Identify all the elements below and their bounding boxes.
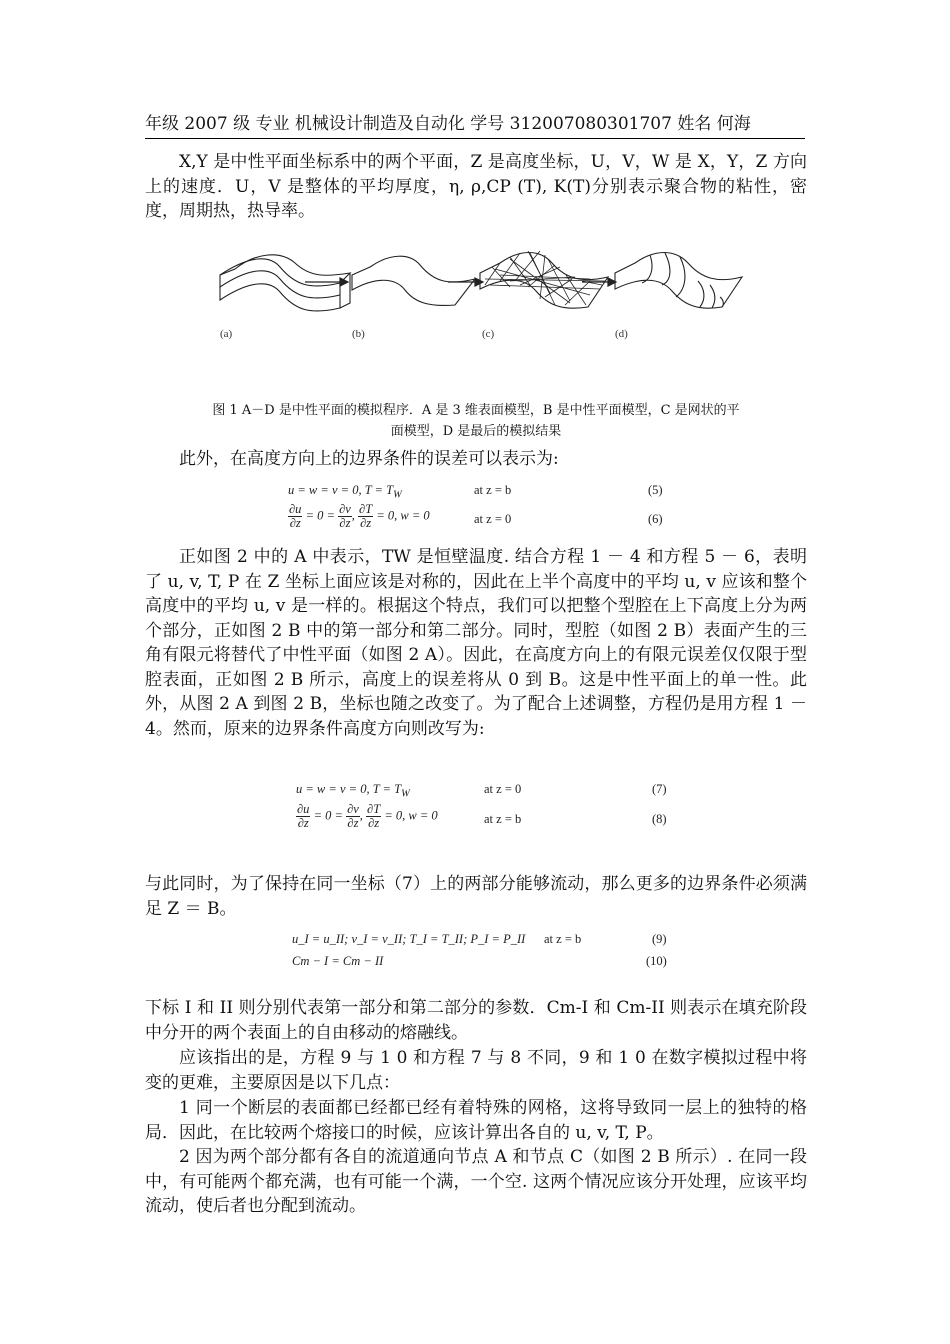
- panel-b-midplane: [352, 256, 475, 305]
- equation-10: Cm − I = Cm − II: [292, 954, 384, 968]
- eq6-tail: = 0, w = 0: [376, 508, 430, 523]
- eq8-frac2-num: ∂v: [347, 802, 359, 816]
- paragraph-continuity: 与此同时，为了保持在同一坐标（7）上的两部分能够流动，那么更多的边界条件必须满足 Z ＝ B。: [145, 874, 807, 919]
- eq9-condition: at z = b: [544, 932, 582, 946]
- panel-label-a: (a): [220, 328, 233, 340]
- eq5-text: u = w = v = 0, T = T: [288, 483, 394, 497]
- panel-label-c: (c): [482, 328, 495, 340]
- panel-a-3d-model: [220, 255, 350, 311]
- eq8-frac3-den: ∂z: [368, 816, 380, 830]
- paragraph-difficulty: 应该指出的是，方程 9 与 1 0 和方程 7 与 8 不同，9 和 1 0 在数字模拟过程中将变的更难，主要原因是以下几点：: [145, 1048, 807, 1093]
- figure-1-svg: [210, 245, 750, 355]
- paragraph-symmetry: 正如图 2 中的 A 中表示，TW 是恒壁温度. 结合方程 1 － 4 和方程 5 － 6，表明了 u, v, T, P 在 Z 坐标上面应该是对称的，因此在上半个高度中的平均 u, v 应该和整个高度中的平均 u, v 是一样的。根据这个特点，我们可以把整个型腔在上下高度上分为两个部分，正如图 2 B 中的第一部分和第二部分。同时，型腔（如图 2 B）表面产生的三角有限元将替代了中性平面（如图 2 A）。因此，在高度方向上的有限元误差仅仅限于型腔表面，正如图 2 B 所示，高度上的误差将从 0 到 B。这是中性平面上的单一性。此外，从图 2 A 到图 2 B，坐标也随之改变了。为了配合上述调整，方程仍是用方程 1 － 4。然而，原来的边界条件高度方向则改写为:: [145, 547, 807, 739]
- eq7-number: (7): [652, 782, 667, 796]
- eq8-number: (8): [652, 812, 667, 826]
- eq6-frac1-num: ∂u: [289, 502, 302, 516]
- panel-label-d: (d): [615, 328, 628, 340]
- equation-7: [296, 782, 410, 800]
- eq6-frac2-num: ∂v: [339, 502, 351, 516]
- paragraph-point-2: 2 因为两个部分都有各自的流道通向节点 A 和节点 C（如图 2 B 所示）. 在同一段中，有可能两个都充满，也有可能一个满，一个空. 这两个情况应该分开处理，应该平均流动，使后者也分配到流动。: [145, 1147, 807, 1216]
- eq8-mid: = 0 =: [313, 808, 343, 823]
- eq6-number: (6): [648, 512, 663, 526]
- eq8-frac1-num: ∂u: [297, 802, 310, 816]
- figure-1: [210, 245, 750, 355]
- eq8-frac2-den: ∂z: [347, 816, 359, 830]
- panel-c-mesh: [480, 251, 608, 308]
- eq9-number: (9): [652, 932, 667, 946]
- eq5-sub: W: [393, 489, 402, 501]
- equation-6: $\frac{\partial u}{\partial z}$ = 0 = $\frac{\partial v}{\partial z}$ , $\frac{\partial T}{\partial z}$ = 0, w = 0: [289, 502, 430, 530]
- eq8-frac3-num: ∂T: [367, 802, 381, 816]
- eq7-text: u = w = v = 0, T = T: [296, 782, 402, 796]
- caption-line-2: 面模型，D 是最后的模拟结果: [390, 424, 562, 439]
- eq6-condition: at z = 0: [474, 512, 512, 526]
- eq7-condition: at z = 0: [484, 782, 522, 796]
- eq6-mid: = 0 =: [305, 508, 335, 523]
- eq7-sub: W: [401, 788, 410, 800]
- eq6-frac3-den: ∂z: [360, 516, 372, 530]
- eq6-frac2-den: ∂z: [339, 516, 351, 530]
- paragraph-point-1: 1 同一个断层的表面都已经都已经有着特殊的网格，这将导致同一层上的独特的格局．因此，在比较两个熔接口的时候，应该计算出各自的 u, v, T, P。: [145, 1098, 807, 1143]
- figure-caption: [145, 400, 807, 442]
- panel-d-result: [615, 253, 742, 309]
- paragraph-boundary-intro: 此外，在高度方向上的边界条件的误差可以表示为:: [179, 449, 559, 469]
- eq6-frac3-num: ∂T: [359, 502, 373, 516]
- eq8-condition: at z = b: [484, 812, 522, 826]
- eq5-condition: at z = b: [474, 483, 512, 497]
- paragraph-subscripts: 下标 I 和 II 则分别代表第一部分和第二部分的参数．Cm-I 和 Cm-II 则表示在填充阶段中分开的两个表面上的自由移动的熔融线。: [145, 998, 807, 1043]
- arrow-1: [305, 278, 348, 286]
- caption-line-1: 图 1 A－D 是中性平面的模拟程序．A 是 3 维表面模型，B 是中性平面模型，C 是网状的平: [212, 403, 740, 418]
- eq10-number: (10): [646, 954, 667, 968]
- paragraph-variables: X,Y 是中性平面坐标系中的两个平面，Z 是高度坐标，U，V，W 是 X，Y，Z 方向上的速度．U，V 是整体的平均厚度，η, ρ,CP (T), K(T)分别表示聚合物的粘性，密度，周期热，热导率。: [145, 152, 807, 221]
- arrow-2: [448, 278, 483, 286]
- eq8-tail: = 0, w = 0: [384, 808, 438, 823]
- equation-5: [288, 483, 402, 501]
- equation-9: u_I = u_II; v_I = v_II; T_I = T_II; P_I = P_II: [292, 932, 526, 946]
- page-header: 年级 2007 级 专业 机械设计制造及自动化 学号 312007080301707 姓名 何海: [145, 112, 805, 139]
- eq8-frac1-den: ∂z: [297, 816, 309, 830]
- eq5-number: (5): [648, 483, 663, 497]
- eq6-frac1-den: ∂z: [289, 516, 301, 530]
- equation-8: $\frac{\partial u}{\partial z}$ = 0 = $\frac{\partial v}{\partial z}$ , $\frac{\partial T}{\partial z}$ = 0, w = 0: [297, 802, 438, 830]
- panel-label-b: (b): [352, 328, 365, 340]
